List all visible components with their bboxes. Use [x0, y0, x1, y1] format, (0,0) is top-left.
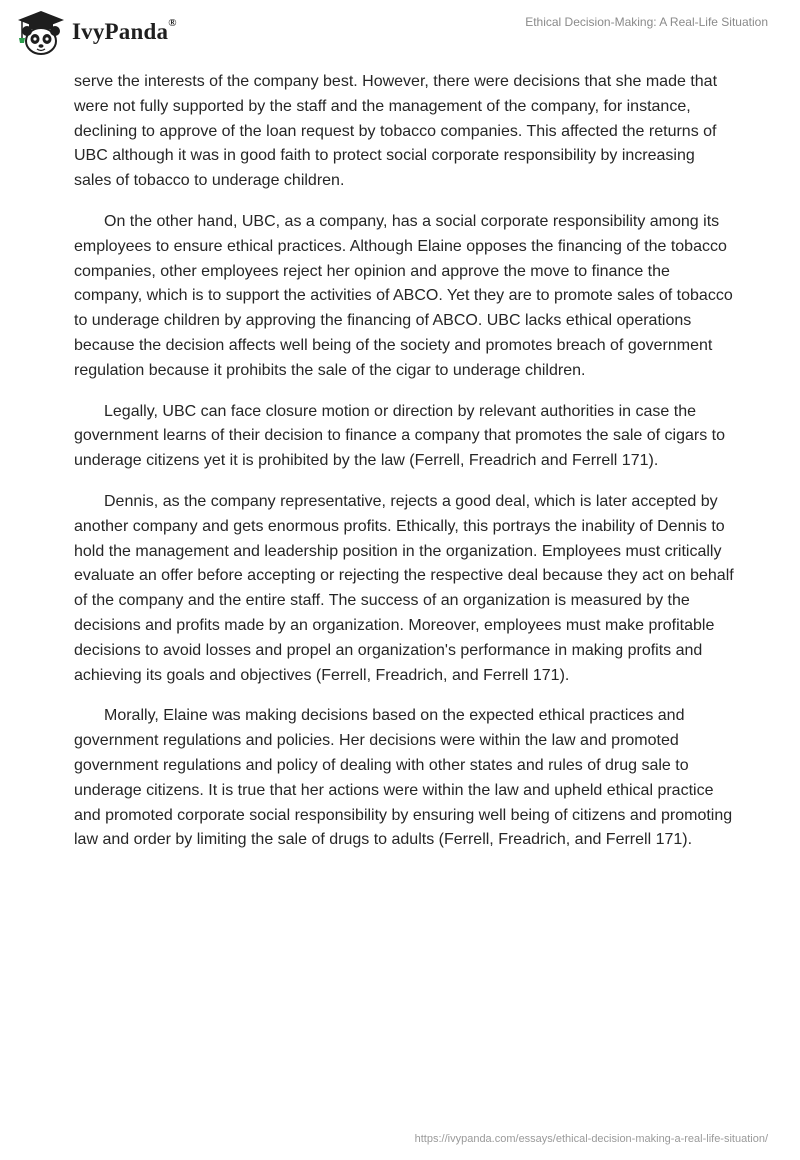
brand-logo[interactable]	[14, 8, 177, 56]
panda-graduate-icon	[14, 8, 68, 56]
brand-name: IvyPanda®	[72, 17, 177, 44]
paragraph-2: On the other hand, UBC, as a company, has a social corporate responsibility among its employees to ensure ethical practices. Although Elaine opposes the financing of the tobacco companies, other employees reject her opinion and approve the move to finance the company, which is to support the activities of ABCO. Yet they are to promote sales of tobacco to underage children by approving the financing of ABCO. UBC lacks ethical operations because the decision affects well being of the society and promotes breach of government regulation because it prohibits the sale of the cigar to underage children.	[74, 212, 733, 379]
source-url-link[interactable]: https://ivypanda.com/essays/ethical-decision-making-a-real-life-situation/	[414, 1133, 768, 1145]
paragraph-4: Dennis, as the company representative, rejects a good deal, which is later accepted by another company and gets enormous profits. Ethically, this portrays the inability of Dennis to hold the management and leadership position in the organization. Employees must critically evaluate an offer before accepting or rejecting the respective deal because they act on behalf of the company and the entire staff. The success of an organization is measured by the decisions and profits made by an organization. Moreover, employees must make profitable decisions to avoid losses and propel an organization's performance in making profits and achieving its goals and objectives (Ferrell, Freadrich, and Ferrell 171).	[74, 492, 734, 684]
registered-mark: ®	[168, 17, 177, 29]
page-header	[0, 0, 800, 60]
document-title: Ethical Decision-Making: A Real-Life Situation	[525, 15, 768, 29]
paragraph-1: serve the interests of the company best. However, there were decisions that she made that were not fully supported by the staff and the management of the company, for instance, declining to approve of the loan request by tobacco companies. This affected the returns of UBC although it was in good faith to protect social corporate responsibility by increasing sales of tobacco to underage children.	[74, 73, 718, 190]
essay-body	[74, 70, 734, 869]
paragraph-3: Legally, UBC can face closure motion or direction by relevant authorities in case the government learns of their decision to finance a company that promotes the sale of cigars to underage citizens yet it is prohibited by the law (Ferrell, Freadrich and Ferrell 171).	[74, 402, 726, 470]
paragraph-5: Morally, Elaine was making decisions based on the expected ethical practices and government regulations and policies. Her decisions were within the law and promoted government regulations and policy of dealing with other states and rules of drug sale to underage citizens. It is true that her actions were within the law and upheld ethical practice and promoted corporate social responsibility by ensuring well being of citizens and promoting law and order by limiting the sale of drugs to adults (Ferrell, Freadrich, and Ferrell 171).	[74, 707, 733, 849]
